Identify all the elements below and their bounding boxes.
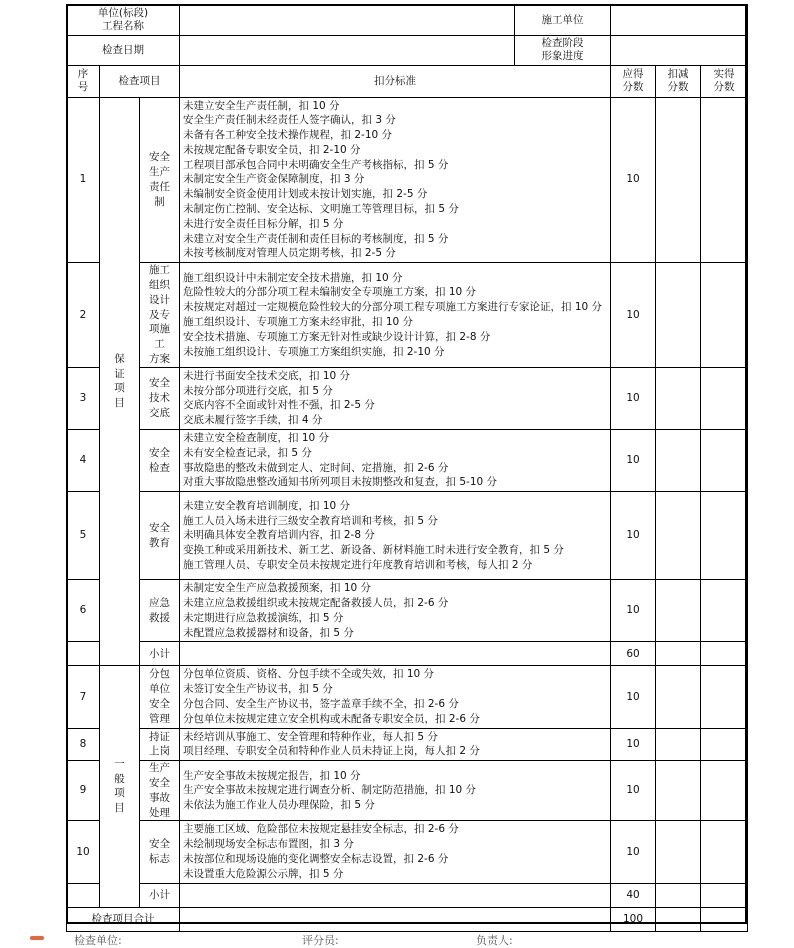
table-row bbox=[67, 728, 748, 761]
col-header-no bbox=[67, 65, 100, 97]
table-row bbox=[67, 263, 748, 368]
table-row bbox=[67, 580, 748, 642]
standard-line: 未按分部分项进行交底，扣 5 分 bbox=[183, 384, 333, 397]
subtotal-due: 40 bbox=[611, 883, 656, 907]
deduction-standard bbox=[180, 367, 611, 429]
standard-line: 生产安全事故未按规定报告，扣 10 分 bbox=[183, 769, 361, 782]
due-score: 10 bbox=[611, 492, 656, 580]
standard-line: 未经培训从事施工、安全管理和特种作业，每人扣 5 分 bbox=[183, 730, 438, 743]
footer-check-unit: 检查单位: bbox=[74, 934, 122, 947]
deduction-standard bbox=[180, 666, 611, 728]
unit-label bbox=[67, 5, 180, 35]
check-stage-value-cell[interactable] bbox=[611, 35, 748, 65]
item-number: 3 bbox=[67, 367, 100, 429]
item-name: 施工 组织 设计 及专 项施 工 方案 bbox=[140, 263, 180, 368]
actual-score-cell[interactable] bbox=[701, 666, 748, 728]
subtotal-standard-blank bbox=[180, 883, 611, 907]
standard-line: 施工组织设计中未制定安全技术措施，扣 10 分 bbox=[183, 271, 403, 284]
deduction-standard bbox=[180, 821, 611, 883]
check-stage-text: 检查阶段 形象进度 bbox=[541, 37, 584, 62]
standard-line: 变换工种或采用新技术、新工艺、新设备、新材料施工时未进行安全教育，扣 5 分 bbox=[183, 544, 564, 557]
table-row bbox=[67, 821, 748, 883]
deduction-standard bbox=[180, 263, 611, 368]
total-standard-blank bbox=[180, 907, 611, 931]
subtotal-row bbox=[67, 642, 748, 666]
standard-line: 分包单位资质、资格、分包手续不全或失效，扣 10 分 bbox=[183, 668, 435, 681]
standard-line: 未建立安全教育培训制度，扣 10 分 bbox=[183, 499, 351, 512]
subtotal-deduct-cell[interactable] bbox=[656, 642, 701, 666]
standard-line: 未按考核制度对管理人员定期考核，扣 2-5 分 bbox=[183, 247, 396, 260]
item-number: 7 bbox=[67, 666, 100, 728]
construction-unit-value-cell[interactable] bbox=[611, 5, 748, 35]
actual-score-cell[interactable] bbox=[701, 97, 748, 263]
deduct-score-cell[interactable] bbox=[656, 761, 701, 821]
inspection-score-sheet bbox=[66, 4, 747, 924]
standard-line: 未备有各工种安全技术操作规程，扣 2-10 分 bbox=[183, 129, 393, 142]
col-header-item: 检查项目 bbox=[100, 65, 180, 97]
standard-line: 对重大事故隐患整改通知书所列项目未按期整改和复查，扣 5-10 分 bbox=[183, 476, 498, 489]
standard-line: 未明确具体安全教育培训内容，扣 2-8 分 bbox=[183, 529, 375, 542]
table-row bbox=[67, 97, 748, 263]
actual-score-cell[interactable] bbox=[701, 263, 748, 368]
standard-line: 施工人员入场未进行三级安全教育培训和考核，扣 5 分 bbox=[183, 514, 438, 527]
standard-line: 分包合同、安全生产协议书，签字盖章手续不全，扣 2-6 分 bbox=[183, 698, 459, 710]
item-number: 5 bbox=[67, 492, 100, 580]
subtotal-standard-blank bbox=[180, 642, 611, 666]
col-header-standard: 扣分标准 bbox=[180, 65, 611, 97]
col-header-due bbox=[611, 65, 656, 97]
subtotal-due: 60 bbox=[611, 642, 656, 666]
standard-line: 未建立安全检查制度，扣 10 分 bbox=[183, 432, 330, 445]
standard-line: 未定期进行应急救援演练，扣 5 分 bbox=[183, 611, 344, 624]
item-number: 10 bbox=[67, 821, 100, 883]
standard-line: 未按规定对超过一定规模危险性较大的分部分项工程专项施工方案进行专家论证，扣 10 分 bbox=[183, 301, 603, 314]
item-name: 安全 教育 bbox=[140, 492, 180, 580]
subtotal-label: 小计 bbox=[140, 642, 180, 666]
item-name: 安全 技术 交底 bbox=[140, 367, 180, 429]
deduction-standard bbox=[180, 728, 611, 761]
standard-line: 主要施工区域、危险部位未按规定悬挂安全标志，扣 2-6 分 bbox=[183, 823, 459, 836]
item-number: 6 bbox=[67, 580, 100, 642]
standard-line: 未签订安全生产协议书，扣 5 分 bbox=[183, 683, 333, 696]
due-score: 10 bbox=[611, 666, 656, 728]
deduction-standard bbox=[180, 430, 611, 492]
check-date-value-cell[interactable] bbox=[180, 35, 515, 65]
col-no-text: 序 号 bbox=[77, 68, 89, 93]
deduct-score-cell[interactable] bbox=[656, 263, 701, 368]
actual-score-cell[interactable] bbox=[701, 821, 748, 883]
subtotal-deduct-cell[interactable] bbox=[656, 883, 701, 907]
item-number: 2 bbox=[67, 263, 100, 368]
footer-responsible: 负责人: bbox=[476, 934, 513, 947]
group-general: 一 般 项 目 bbox=[100, 666, 140, 907]
standard-line: 施工管理人员、专职安全员未按规定进行年度教育培训和考核，每人扣 2 分 bbox=[183, 558, 533, 571]
standard-line: 未建立应急救援组织或未按规定配备救援人员，扣 2-6 分 bbox=[183, 597, 449, 610]
standard-line: 未建立安全生产责任制，扣 10 分 bbox=[183, 99, 340, 112]
table-row bbox=[67, 367, 748, 429]
standard-line: 未依法为施工作业人员办理保险，扣 5 分 bbox=[183, 799, 375, 812]
unit-label-text: 单位(标段) 工程名称 bbox=[97, 7, 149, 33]
standard-line: 危险性较大的分部分项工程未编制安全专项施工方案，扣 10 分 bbox=[183, 286, 477, 299]
unit-value-cell[interactable] bbox=[180, 5, 515, 35]
standard-line: 工程项目部承包合同中未明确安全生产考核指标，扣 5 分 bbox=[183, 158, 449, 171]
col-actual-text: 实得 分数 bbox=[713, 68, 735, 93]
inspection-table bbox=[66, 4, 748, 932]
standard-line: 未有安全检查记录，扣 5 分 bbox=[183, 446, 312, 459]
item-number: 4 bbox=[67, 430, 100, 492]
col-deduct-text: 扣减 分数 bbox=[667, 68, 689, 93]
due-score: 10 bbox=[611, 580, 656, 642]
item-name: 应急 救援 bbox=[140, 580, 180, 642]
due-score: 10 bbox=[611, 728, 656, 761]
total-deduct-cell[interactable] bbox=[656, 907, 701, 931]
deduction-standard bbox=[180, 580, 611, 642]
table-row bbox=[67, 492, 748, 580]
standard-line: 未按施工组织设计、专项施工方案组织实施，扣 2-10 分 bbox=[183, 345, 445, 358]
deduct-score-cell[interactable] bbox=[656, 97, 701, 263]
col-header-deduct bbox=[656, 65, 701, 97]
standard-line: 未编制安全资金使用计划或未按计划实施，扣 2-5 分 bbox=[183, 188, 428, 201]
due-score: 10 bbox=[611, 821, 656, 883]
deduct-score-cell[interactable] bbox=[656, 492, 701, 580]
standard-line: 交底内容不全面或针对性不强，扣 2-5 分 bbox=[183, 399, 375, 412]
check-stage-label bbox=[515, 35, 611, 65]
table-row bbox=[67, 761, 748, 821]
deduct-score-cell[interactable] bbox=[656, 821, 701, 883]
due-score: 10 bbox=[611, 430, 656, 492]
standard-line: 未制定安全生产应急救援预案，扣 10 分 bbox=[183, 582, 372, 595]
due-score: 10 bbox=[611, 97, 656, 263]
standard-line: 未设置重大危险源公示牌，扣 5 分 bbox=[183, 867, 344, 880]
standard-line: 未按部位和现场设施的变化调整安全标志设置，扣 2-6 分 bbox=[183, 852, 449, 865]
item-name: 安全 检查 bbox=[140, 430, 180, 492]
due-score: 10 bbox=[611, 367, 656, 429]
standard-line: 未按规定配备专职安全员，扣 2-10 分 bbox=[183, 143, 361, 156]
actual-score-cell[interactable] bbox=[701, 728, 748, 761]
deduct-score-cell[interactable] bbox=[656, 666, 701, 728]
standard-line: 安全生产责任制未经责任人签字确认，扣 3 分 bbox=[183, 114, 396, 127]
item-number: 9 bbox=[67, 761, 100, 821]
standard-line: 生产安全事故未按规定进行调查分析、制定防范措施，扣 10 分 bbox=[183, 784, 477, 797]
total-due: 100 bbox=[611, 907, 656, 931]
deduct-score-cell[interactable] bbox=[656, 728, 701, 761]
col-header-actual bbox=[701, 65, 748, 97]
actual-score-cell[interactable] bbox=[701, 761, 748, 821]
item-number: 8 bbox=[67, 728, 100, 761]
subtotal-actual-cell[interactable] bbox=[701, 883, 748, 907]
table-row bbox=[67, 666, 748, 728]
standard-line: 未配置应急救援器材和设备，扣 5 分 bbox=[183, 626, 354, 639]
standard-line: 未制定安全生产资金保障制度，扣 3 分 bbox=[183, 173, 365, 186]
due-score: 10 bbox=[611, 263, 656, 368]
deduction-standard bbox=[180, 492, 611, 580]
corner-mark-icon bbox=[30, 936, 44, 940]
subtotal-blank bbox=[67, 883, 100, 907]
footer-scorer: 评分员: bbox=[302, 934, 339, 947]
standard-line: 分包单位未按规定建立安全机构或未配备专职安全员，扣 2-6 分 bbox=[183, 712, 480, 725]
item-name: 安全 标志 bbox=[140, 821, 180, 883]
item-name: 安全 生产 责任 制 bbox=[140, 97, 180, 263]
standard-line: 未制定伤亡控制、安全达标、文明施工等管理目标，扣 5 分 bbox=[183, 203, 459, 216]
table-row bbox=[67, 430, 748, 492]
construction-unit-label: 施工单位 bbox=[515, 5, 611, 35]
total-actual-cell[interactable] bbox=[701, 907, 748, 931]
actual-score-cell[interactable] bbox=[701, 580, 748, 642]
standard-line: 项目经理、专职安全员和特种作业人员未持证上岗，每人扣 2 分 bbox=[183, 745, 480, 758]
item-name: 生产 安全 事故 处理 bbox=[140, 761, 180, 821]
subtotal-blank bbox=[67, 642, 100, 666]
check-date-label: 检查日期 bbox=[67, 35, 180, 65]
item-name: 分包 单位 安全 管理 bbox=[140, 666, 180, 728]
standard-line: 事故隐患的整改未做到定人、定时间、定措施，扣 2-6 分 bbox=[183, 461, 449, 474]
deduction-standard bbox=[180, 761, 611, 821]
actual-score-cell[interactable] bbox=[701, 430, 748, 492]
standard-line: 未建立对安全生产责任制和责任目标的考核制度，扣 5 分 bbox=[183, 232, 449, 245]
actual-score-cell[interactable] bbox=[701, 492, 748, 580]
subtotal-row bbox=[67, 883, 748, 907]
total-row bbox=[67, 907, 748, 931]
item-name: 持证 上岗 bbox=[140, 728, 180, 761]
due-score: 10 bbox=[611, 761, 656, 821]
standard-line: 安全技术措施、专项施工方案无针对性或缺少设计计算，扣 2-8 分 bbox=[183, 330, 491, 343]
standard-line: 施工组织设计、专项施工方案未经审批，扣 10 分 bbox=[183, 316, 414, 329]
group-guarantee: 保 证 项 目 bbox=[100, 97, 140, 666]
deduct-score-cell[interactable] bbox=[656, 367, 701, 429]
standard-line: 未绘制现场安全标志布置图，扣 3 分 bbox=[183, 838, 354, 851]
subtotal-label: 小计 bbox=[140, 883, 180, 907]
deduction-standard bbox=[180, 97, 611, 263]
col-due-text: 应得 分数 bbox=[622, 68, 644, 93]
total-label: 检查项目合计 bbox=[67, 907, 180, 931]
deduct-score-cell[interactable] bbox=[656, 430, 701, 492]
item-number: 1 bbox=[67, 97, 100, 263]
standard-line: 未进行书面安全技术交底，扣 10 分 bbox=[183, 369, 351, 382]
standard-line: 交底未履行签字手续，扣 4 分 bbox=[183, 414, 323, 427]
subtotal-actual-cell[interactable] bbox=[701, 642, 748, 666]
deduct-score-cell[interactable] bbox=[656, 580, 701, 642]
standard-line: 未进行安全责任目标分解，扣 5 分 bbox=[183, 217, 344, 230]
actual-score-cell[interactable] bbox=[701, 367, 748, 429]
